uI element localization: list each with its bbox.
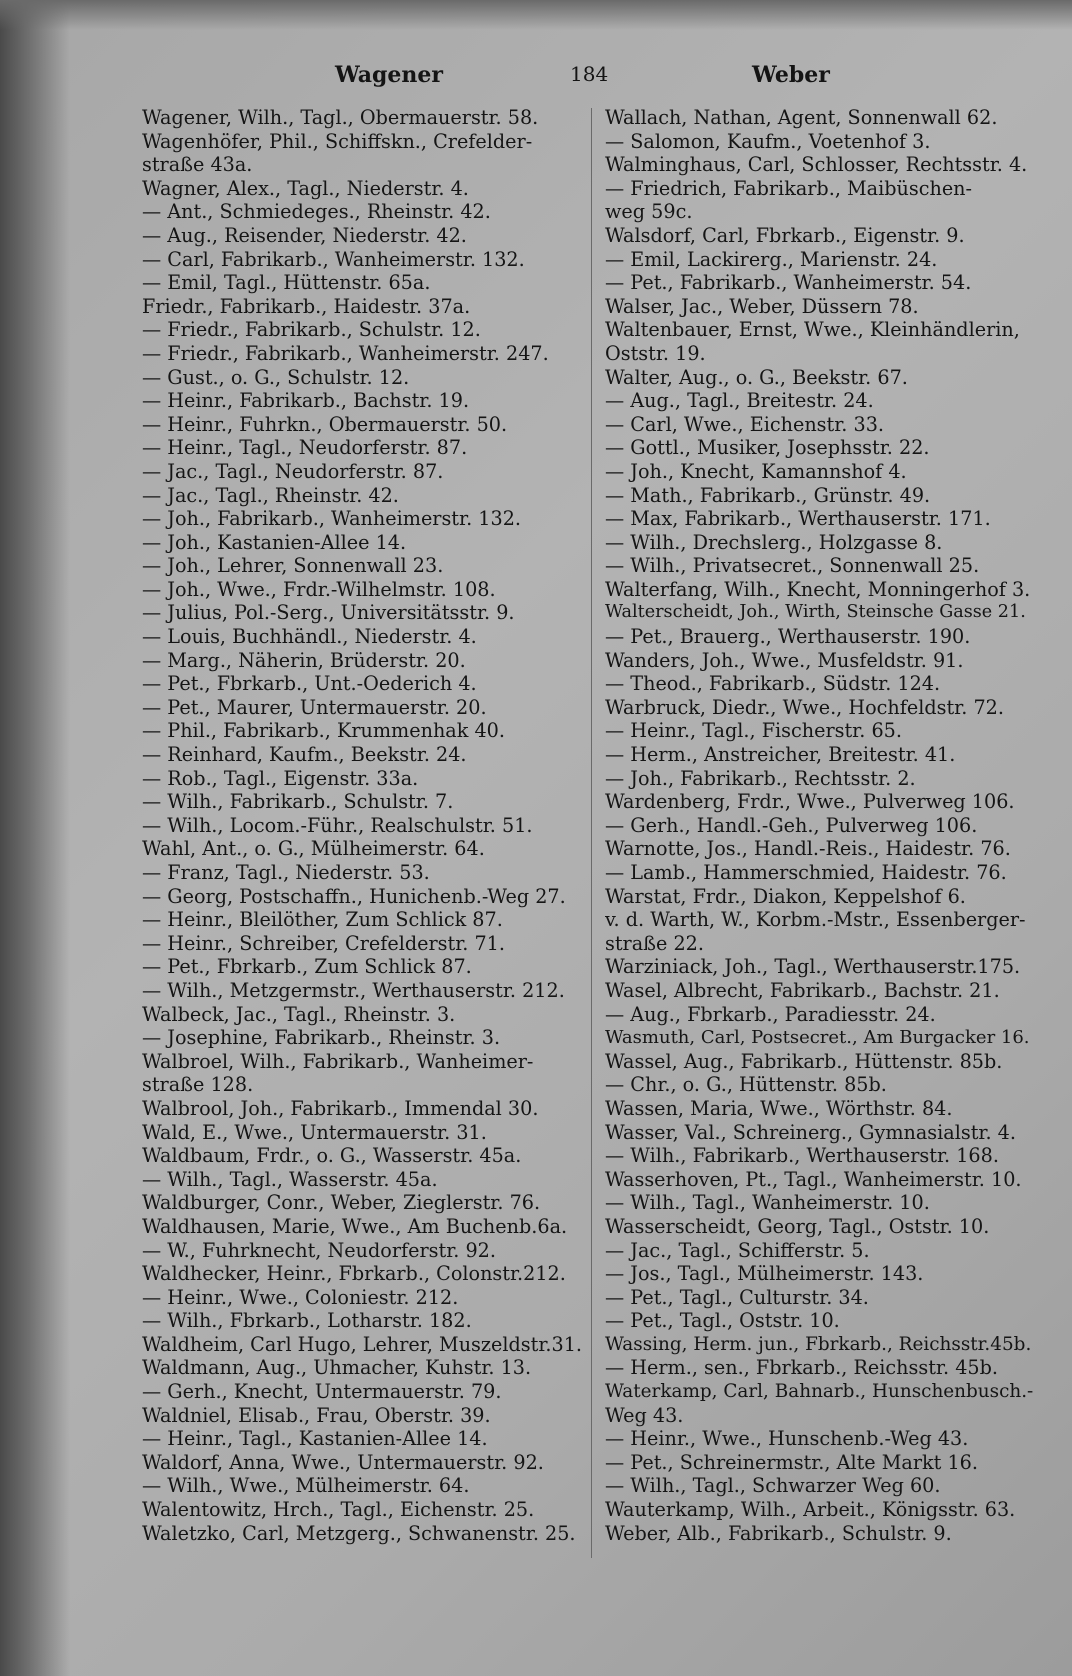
directory-entry: weg 59c. [605, 200, 693, 224]
directory-entry: — Heinr., Tagl., Fischerstr. 65. [605, 719, 902, 743]
directory-entry: Waldhausen, Marie, Wwe., Am Buchenb.6a. [142, 1214, 568, 1238]
directory-entry: Wanders, Joh., Wwe., Musfeldstr. 91. [605, 648, 964, 672]
directory-entry: — Friedr., Fabrikarb., Schulstr. 12. [142, 318, 481, 342]
directory-entry: — Joh., Lehrer, Sonnenwall 23. [142, 554, 444, 578]
directory-entry: — Wilh., Fbrkarb., Lotharstr. 182. [142, 1309, 472, 1333]
directory-entry: Wasser, Val., Schreinerg., Gymnasialstr. 4. [605, 1120, 1016, 1144]
directory-entry: — Heinr., Tagl., Kastanien-Allee 14. [142, 1427, 488, 1451]
directory-entry: — Pet., Tagl., Oststr. 10. [605, 1309, 840, 1333]
directory-entry: — Josephine, Fabrikarb., Rheinstr. 3. [142, 1026, 501, 1050]
directory-entry: — Max, Fabrikarb., Werthauserstr. 171. [605, 507, 991, 531]
directory-entry: Weg 43. [605, 1403, 684, 1427]
directory-entry: — Herm., sen., Fbrkarb., Reichsstr. 45b. [605, 1356, 998, 1380]
directory-entry: Walentowitz, Hrch., Tagl., Eichenstr. 25. [142, 1498, 535, 1522]
directory-entry: — Phil., Fabrikarb., Krummenhak 40. [142, 719, 505, 743]
directory-entry: — Pet., Brauerg., Werthauserstr. 190. [605, 625, 971, 649]
directory-entry: — Math., Fabrikarb., Grünstr. 49. [605, 483, 931, 507]
directory-entry: — Joh., Fabrikarb., Wanheimerstr. 132. [142, 507, 522, 531]
directory-entry: — Wilh., Fabrikarb., Schulstr. 7. [142, 790, 454, 814]
directory-entry: Wagner, Alex., Tagl., Niederstr. 4. [142, 176, 469, 200]
directory-entry: — Julius, Pol.-Serg., Universitätsstr. 9. [142, 601, 515, 625]
directory-entry: Wahl, Ant., o. G., Mülheimerstr. 64. [142, 837, 485, 861]
directory-entry: Waterkamp, Carl, Bahnarb., Hunschenbusch.- [605, 1381, 1034, 1403]
directory-entry: Wauterkamp, Wilh., Arbeit., Königsstr. 63. [605, 1498, 1016, 1522]
directory-entry: — Pet., Schreinermstr., Alte Markt 16. [605, 1450, 978, 1474]
directory-entry: Wasserhoven, Pt., Tagl., Wanheimerstr. 10. [605, 1167, 1022, 1191]
directory-entry: — Wilh., Locom.-Führ., Realschulstr. 51. [142, 813, 533, 837]
directory-entry: — Herm., Anstreicher, Breitestr. 41. [605, 743, 956, 767]
directory-entry: — Ant., Schmiedeges., Rheinstr. 42. [142, 200, 491, 224]
directory-entry: Oststr. 19. [605, 341, 706, 365]
directory-entry: Waltenbauer, Ernst, Wwe., Kleinhändlerin, [605, 318, 1020, 342]
directory-entry: — Friedr., Fabrikarb., Wanheimerstr. 247. [142, 341, 549, 365]
directory-entry: Wasel, Albrecht, Fabrikarb., Bachstr. 21. [605, 978, 1000, 1002]
directory-entry: v. d. Warth, W., Korbm.-Mstr., Essenberger- [605, 908, 1026, 932]
directory-entry: Waldorf, Anna, Wwe., Untermauerstr. 92. [142, 1450, 544, 1474]
directory-entry: Warziniack, Joh., Tagl., Werthauserstr.175. [605, 955, 1021, 979]
directory-entry: — Marg., Näherin, Brüderstr. 20. [142, 648, 466, 672]
page-shadow-top [0, 0, 1072, 30]
directory-entry: — Heinr., Bleilöther, Zum Schlick 87. [142, 908, 503, 932]
directory-entry: — Carl, Fabrikarb., Wanheimerstr. 132. [142, 247, 525, 271]
directory-entry: — Jac., Tagl., Neudorferstr. 87. [142, 459, 444, 483]
directory-entry: — Rob., Tagl., Eigenstr. 33a. [142, 766, 419, 790]
directory-entry: — Jos., Tagl., Mülheimerstr. 143. [605, 1262, 924, 1286]
directory-entry: Wald, E., Wwe., Untermauerstr. 31. [142, 1120, 487, 1144]
directory-entry: Weber, Alb., Fabrikarb., Schulstr. 9. [605, 1521, 952, 1545]
directory-entry: — Pet., Fabrikarb., Wanheimerstr. 54. [605, 271, 972, 295]
directory-entry: Wassel, Aug., Fabrikarb., Hüttenstr. 85b. [605, 1049, 1003, 1073]
directory-entry: Waldbaum, Frdr., o. G., Wasserstr. 45a. [142, 1144, 522, 1168]
directory-entry: — Wilh., Wwe., Mülheimerstr. 64. [142, 1474, 470, 1498]
directory-entry: Walterfang, Wilh., Knecht, Monningerhof 3. [605, 577, 1031, 601]
directory-entry: — Joh., Fabrikarb., Rechtsstr. 2. [605, 766, 916, 790]
page-number: 184 [570, 62, 609, 86]
directory-entry: Wasserscheidt, Georg, Tagl., Oststr. 10. [605, 1214, 990, 1238]
directory-entry: — Pet., Tagl., Culturstr. 34. [605, 1285, 869, 1309]
directory-entry: — Joh., Wwe., Frdr.-Wilhelmstr. 108. [142, 577, 496, 601]
directory-entry: — Gottl., Musiker, Josephsstr. 22. [605, 436, 930, 460]
page-header [140, 62, 1030, 96]
right-column [605, 106, 1035, 1545]
directory-entry: — Gerh., Knecht, Untermauerstr. 79. [142, 1380, 502, 1404]
directory-entry: Walbeck, Jac., Tagl., Rheinstr. 3. [142, 1002, 456, 1026]
directory-entry: — Louis, Buchhändl., Niederstr. 4. [142, 625, 477, 649]
directory-entry: Wagener, Wilh., Tagl., Obermauerstr. 58. [142, 106, 539, 129]
directory-entry: — Chr., o. G., Hüttenstr. 85b. [605, 1073, 887, 1097]
directory-entry: Wallach, Nathan, Agent, Sonnenwall 62. [605, 106, 998, 129]
directory-entry: Wasmuth, Carl, Postsecret., Am Burgacker 16. [605, 1027, 1030, 1049]
directory-entry: Wassing, Herm. jun., Fbrkarb., Reichsstr.45b. [605, 1333, 1032, 1355]
directory-entry: — W., Fuhrknecht, Neudorferstr. 92. [142, 1238, 496, 1262]
directory-entry: — Heinr., Wwe., Coloniestr. 212. [142, 1285, 459, 1309]
directory-entry: Warnotte, Jos., Handl.-Reis., Haidestr. 76. [605, 837, 1011, 861]
directory-entry: Walterscheidt, Joh., Wirth, Steinsche Gasse 21. [605, 602, 1026, 623]
directory-entry: Waldniel, Elisab., Frau, Oberstr. 39. [142, 1403, 491, 1427]
directory-entry: Waldmann, Aug., Uhmacher, Kuhstr. 13. [142, 1356, 532, 1380]
directory-entry: — Wilh., Fabrikarb., Werthauserstr. 168. [605, 1144, 999, 1168]
directory-entry: — Lamb., Hammerschmied, Haidestr. 76. [605, 861, 1007, 884]
page-shadow-left [0, 0, 70, 1676]
directory-entry: — Franz, Tagl., Niederstr. 53. [142, 861, 430, 884]
directory-entry: — Friedrich, Fabrikarb., Maibüschen- [605, 176, 973, 200]
directory-entry: — Heinr., Fuhrkn., Obermauerstr. 50. [142, 412, 508, 436]
directory-entry: — Heinr., Wwe., Hunschenb.-Weg 43. [605, 1427, 969, 1451]
directory-entry: Walsdorf, Carl, Fbrkarb., Eigenstr. 9. [605, 223, 965, 247]
directory-entry: — Gust., o. G., Schulstr. 12. [142, 365, 410, 389]
directory-entry: Walbrool, Joh., Fabrikarb., Immendal 30. [142, 1096, 539, 1120]
header-right-keyword: Weber [752, 62, 830, 88]
directory-entry: Walbroel, Wilh., Fabrikarb., Wanheimer- [142, 1049, 534, 1073]
directory-entry: Friedr., Fabrikarb., Haidestr. 37a. [142, 294, 471, 318]
directory-entry: — Joh., Kastanien-Allee 14. [142, 530, 407, 554]
directory-entry: — Heinr., Fabrikarb., Bachstr. 19. [142, 389, 470, 413]
directory-entry: straße 43a. [142, 153, 253, 177]
directory-entry: — Wilh., Drechslerg., Holzgasse 8. [605, 530, 943, 554]
directory-entry: Waldhecker, Heinr., Fbrkarb., Colonstr.212. [142, 1262, 566, 1286]
directory-entry: — Wilh., Privatsecret., Sonnenwall 25. [605, 554, 980, 578]
directory-entry: — Jac., Tagl., Schifferstr. 5. [605, 1238, 870, 1262]
header-left-keyword: Wagener [335, 62, 444, 88]
directory-entry: Waletzko, Carl, Metzgerg., Schwanenstr. 25. [142, 1521, 576, 1545]
directory-entry: straße 128. [142, 1073, 254, 1097]
directory-entry: — Georg, Postschaffn., Hunichenb.-Weg 27. [142, 884, 566, 908]
directory-entry: — Wilh., Metzgermstr., Werthauserstr. 212. [142, 978, 565, 1002]
directory-entry: Wardenberg, Frdr., Wwe., Pulverweg 106. [605, 790, 1015, 814]
directory-entry: — Aug., Tagl., Breitestr. 24. [605, 389, 874, 413]
directory-entry: — Jac., Tagl., Rheinstr. 42. [142, 483, 399, 507]
directory-entry: — Aug., Fbrkarb., Paradiesstr. 24. [605, 1002, 936, 1026]
directory-entry: — Wilh., Tagl., Schwarzer Weg 60. [605, 1474, 941, 1498]
directory-entry: straße 22. [605, 931, 704, 955]
directory-entry: — Aug., Reisender, Niederstr. 42. [142, 223, 467, 247]
directory-entry: Warbruck, Diedr., Wwe., Hochfeldstr. 72. [605, 695, 1004, 719]
directory-entry: Walser, Jac., Weber, Düssern 78. [605, 294, 919, 318]
directory-entry: — Heinr., Tagl., Neudorferstr. 87. [142, 436, 468, 460]
directory-entry: — Theod., Fabrikarb., Südstr. 124. [605, 672, 941, 696]
column-divider [591, 108, 592, 1558]
directory-entry: Walminghaus, Carl, Schlosser, Rechtsstr. 4. [605, 153, 1028, 177]
directory-entry: Waldburger, Conr., Weber, Zieglerstr. 76. [142, 1191, 541, 1215]
directory-entry: — Heinr., Schreiber, Crefelderstr. 71. [142, 931, 505, 955]
directory-entry: — Emil, Lackirerg., Marienstr. 24. [605, 247, 938, 271]
directory-entry: — Salomon, Kaufm., Voetenhof 3. [605, 129, 931, 153]
directory-entry: — Carl, Wwe., Eichenstr. 33. [605, 412, 885, 436]
directory-entry: — Reinhard, Kaufm., Beekstr. 24. [142, 743, 467, 767]
directory-entry: — Emil, Tagl., Hüttenstr. 65a. [142, 271, 431, 295]
directory-entry: — Pet., Fbrkarb., Zum Schlick 87. [142, 955, 472, 979]
directory-entry: Wagenhöfer, Phil., Schiffskn., Crefelder- [142, 129, 533, 153]
left-column [142, 106, 582, 1545]
directory-entry: Walter, Aug., o. G., Beekstr. 67. [605, 365, 908, 389]
directory-entry: Waldheim, Carl Hugo, Lehrer, Muszeldstr.31. [142, 1332, 582, 1356]
directory-entry: — Wilh., Tagl., Wanheimerstr. 10. [605, 1191, 930, 1215]
directory-entry: Wassen, Maria, Wwe., Wörthstr. 84. [605, 1096, 953, 1120]
directory-entry: — Joh., Knecht, Kamannshof 4. [605, 459, 907, 483]
directory-entry: — Pet., Fbrkarb., Unt.-Oederich 4. [142, 672, 477, 696]
directory-entry: — Wilh., Tagl., Wasserstr. 45a. [142, 1167, 438, 1191]
directory-entry: — Gerh., Handl.-Geh., Pulverweg 106. [605, 813, 978, 837]
directory-entry: — Pet., Maurer, Untermauerstr. 20. [142, 695, 487, 719]
directory-entry: Warstat, Frdr., Diakon, Keppelshof 6. [605, 884, 966, 908]
